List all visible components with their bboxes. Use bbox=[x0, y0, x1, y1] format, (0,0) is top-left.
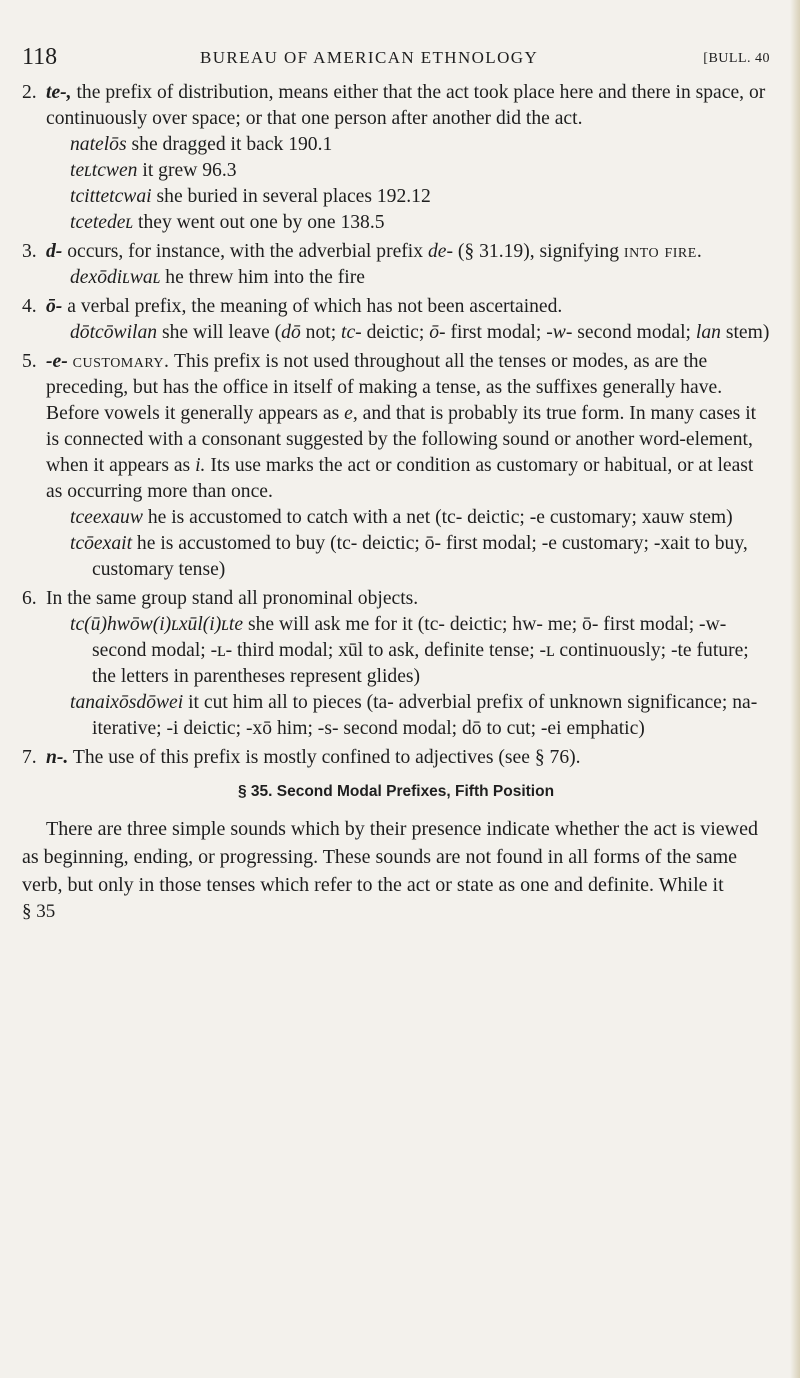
example-word: natelōs bbox=[70, 134, 127, 155]
example-word: tcetedeʟ bbox=[70, 212, 134, 233]
gloss-term: dō bbox=[281, 322, 301, 343]
example-line bbox=[70, 265, 770, 291]
example-word: tanaixōsdōwei bbox=[70, 692, 184, 713]
list-item bbox=[22, 349, 770, 583]
example-word: teʟtcwen bbox=[70, 160, 138, 181]
example-line bbox=[70, 505, 770, 531]
inline-form: e, bbox=[344, 403, 358, 424]
item-number: 2. bbox=[22, 82, 37, 103]
section-paragraph: There are three simple sounds which by their presence indicate whether the act is viewed as beginning, ending, or progressing. These sounds are not found in all forms of the same verb, but only in those tenses which refer to the act or state as one and definite. While it bbox=[22, 818, 758, 896]
example-line bbox=[70, 612, 770, 690]
item-text: In the same group stand all pronominal objects. bbox=[46, 588, 419, 609]
example-gloss: he threw him into the fire bbox=[165, 267, 365, 288]
example-word: tc(ū)hwōw(i)ʟxūl(i)ʟte bbox=[70, 614, 244, 635]
item-number: 4. bbox=[22, 296, 37, 317]
page-edge-shadow bbox=[790, 0, 800, 1378]
footer-section-ref: § 35 bbox=[22, 901, 56, 922]
example-gloss: they went out one by one 138.5 bbox=[138, 212, 385, 233]
running-header bbox=[22, 44, 770, 72]
list-item bbox=[22, 745, 770, 771]
small-caps-term: customary. bbox=[72, 351, 170, 372]
example-word: dexōdiʟwaʟ bbox=[70, 267, 161, 288]
example-gloss: first modal; bbox=[450, 322, 542, 343]
inline-form: i. bbox=[195, 455, 206, 476]
example-word: tcōexait bbox=[70, 533, 133, 554]
example-gloss: he is accustomed to buy (tc- deictic; ō- first modal; -e customary; -xait to buy, customary tense) bbox=[92, 533, 748, 580]
gloss-term: lan bbox=[695, 322, 721, 343]
example-gloss: stem) bbox=[725, 322, 770, 343]
item-text: and that is probably its true form. In many cases it is connected with a consonant suggested by the following sound or another word-element, when it appears as bbox=[46, 403, 757, 476]
gloss-term: -w- bbox=[546, 322, 573, 343]
example-gloss: it grew 96.3 bbox=[142, 160, 237, 181]
page bbox=[22, 44, 770, 922]
example-gloss: he is accustomed to catch with a net (tc- deictic; -e customary; xauw stem) bbox=[147, 507, 733, 528]
example-line bbox=[70, 531, 770, 583]
item-text: a verbal prefix, the meaning of which has not been ascertained. bbox=[67, 296, 563, 317]
item-text: occurs, for instance, with the adverbial prefix bbox=[67, 241, 424, 262]
example-gloss: deictic; bbox=[366, 322, 425, 343]
item-text: the prefix of distribution, means either that the act took place here and there in space, or continuously over space; or that one person after another did the act. bbox=[46, 82, 766, 129]
running-title: BUREAU OF AMERICAN ETHNOLOGY bbox=[200, 48, 539, 67]
bulletin-label: [BULL. 40 bbox=[703, 51, 770, 66]
prefix-term: te-, bbox=[46, 82, 72, 103]
prefix-term: -e- bbox=[46, 351, 68, 372]
item-text: Its use marks the act or condition as customary or habitual, or at least as occurring more than once. bbox=[46, 455, 754, 502]
list-item bbox=[22, 586, 770, 742]
example-line bbox=[70, 690, 770, 742]
gloss-term: tc- bbox=[341, 322, 362, 343]
list-item bbox=[22, 239, 770, 291]
example-gloss: it cut him all to pieces (ta- adverbial prefix of unknown significance; na- iterative; -i deictic; -xō him; -s- second modal; dō to cut; -ei emphatic) bbox=[92, 692, 758, 739]
example-line bbox=[70, 320, 770, 346]
small-caps-term: into fire. bbox=[623, 241, 703, 262]
prefix-term: d- bbox=[46, 241, 63, 262]
item-text: (§ 31.19), signifying bbox=[457, 241, 619, 262]
document-body bbox=[22, 80, 770, 925]
example-gloss: she will leave ( bbox=[162, 322, 282, 343]
page-number: 118 bbox=[22, 44, 58, 70]
item-number: 7. bbox=[22, 747, 37, 768]
example-gloss: second modal; bbox=[577, 322, 691, 343]
example-word: tcittetcwai bbox=[70, 186, 152, 207]
section-heading: § 35. Second Modal Prefixes, Fifth Position bbox=[237, 783, 555, 800]
example-line bbox=[70, 184, 770, 210]
prefix-term: ō- bbox=[46, 296, 63, 317]
example-line bbox=[70, 132, 770, 158]
prefix-term: n-. bbox=[46, 747, 69, 768]
example-word: dōtcōwilan bbox=[70, 322, 158, 343]
example-gloss: she dragged it back 190.1 bbox=[131, 134, 333, 155]
item-number: 5. bbox=[22, 351, 37, 372]
inline-prefix: de- bbox=[427, 241, 453, 262]
gloss-term: ō- bbox=[429, 322, 446, 343]
item-number: 3. bbox=[22, 241, 37, 262]
item-text: The use of this prefix is mostly confined to adjectives (see § 76). bbox=[72, 747, 581, 768]
list-item bbox=[22, 294, 770, 346]
item-text: This prefix is not used throughout all the tenses or modes, as are the preceding, but has the office in itself of making a tense, as the suffixes generally have. Before vowels it generally appears as bbox=[46, 351, 723, 424]
example-line bbox=[70, 210, 770, 236]
example-word: tceexauw bbox=[70, 507, 143, 528]
example-gloss: she will ask me for it (tc- deictic; hw- me; ō- first modal; -w- second modal; -ʟ- third modal; xūl to ask, definite tense; -ʟ continuously; -te future; the letters in parentheses represent glides) bbox=[92, 614, 749, 687]
example-gloss: not; bbox=[305, 322, 337, 343]
item-number: 6. bbox=[22, 588, 37, 609]
example-line bbox=[70, 158, 770, 184]
example-gloss: she buried in several places 192.12 bbox=[156, 186, 431, 207]
list-item bbox=[22, 80, 770, 236]
